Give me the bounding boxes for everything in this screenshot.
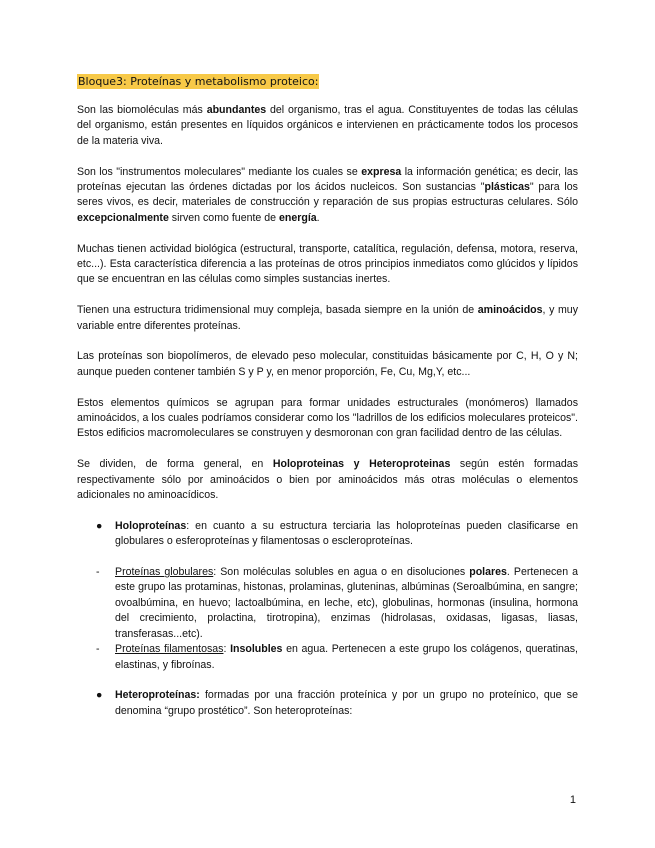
p2-bold-plasticas: plásticas: [484, 181, 530, 194]
dash-item-globulares: [77, 565, 578, 642]
p2-text-a: Son los "instrumentos moleculares" mediante los cuales se: [77, 165, 362, 178]
dash-text: [115, 565, 578, 642]
dash-text: [115, 642, 578, 673]
section-title: Bloque3: Proteínas y metabolismo proteico:: [78, 75, 319, 88]
p4-text-c: , y muy variable entre diferentes proteínas.: [77, 304, 578, 332]
p4-bold: aminoácidos: [477, 304, 543, 317]
dash-item-filamentosas: [77, 642, 578, 673]
dash1-text-b: : Son moléculas solubles en agua o en disoluciones: [213, 566, 470, 579]
dash-list: [77, 565, 578, 673]
p2-text-g: sirven como fuente de: [168, 211, 279, 224]
p7-text-a: Se dividen, de forma general, en: [77, 458, 273, 471]
dash2-bold: Insolubles: [230, 643, 283, 656]
dash-marker: -: [96, 566, 100, 579]
dash2-underlined: Proteínas filamentosas: [115, 643, 224, 656]
bullet-marker: ●: [96, 519, 103, 532]
bullet1-bold: Holoproteínas: [115, 519, 187, 532]
paragraph-5: Las proteínas son biopolímeros, de elevado peso molecular, constituidas básicamente por C, H, O y N; aunque pueden contener también S y P y, en menor proporción, Fe, Cu, Mg,Y, etc...: [77, 350, 578, 378]
p7-bold: Holoproteinas y Heteroproteinas: [272, 458, 451, 471]
p4-text-a: Tienen una estructura tridimensional muy compleja, basada siempre en la unión de: [77, 304, 478, 317]
dash1-bold: polares: [469, 566, 507, 579]
bullet2-bold: Heteroproteínas:: [115, 689, 200, 702]
p1-text-a: Son las biomoléculas más: [77, 104, 207, 116]
bullet-holoproteinas: [77, 519, 578, 550]
p7-text-c: según estén formadas respectivamente sólo por aminoácidos o bien por aminoácidos más otras moléculas o elementos adicionales no aminoacídicos.: [77, 458, 579, 502]
paragraph-2: [77, 165, 578, 227]
p2-bold-energia: energía: [278, 211, 317, 224]
p2-text-c: la información genética; es decir, las proteínas ejecutan las órdenes dictadas por los ácidos nucleicos. Son sustancias ": [77, 165, 578, 194]
bullet1-text-b: : en cuanto a su estructura terciaria las holoproteínas pueden clasificarse en globulares o esferoproteínas y filamentosas o escleroproteínas.: [115, 519, 578, 548]
p2-bold-excepcionalmente: excepcionalmente: [77, 211, 169, 224]
dash2-text-d: en agua. Pertenecen a este grupo los colágenos, queratinas, elastinas, y fibroínas.: [115, 643, 578, 671]
paragraph-7: [77, 457, 578, 503]
dash-marker: -: [96, 643, 100, 656]
p2-text-i: .: [316, 211, 320, 224]
paragraph-3: Muchas tienen actividad biológica (estructural, transporte, catalítica, regulación, defensa, motora, reserva, etc...). Esta característica diferencia a las proteínas de otros principios inmediatos como glúcidos y lípidos que se encuentran en las células como simples sustancias inertes.: [77, 242, 578, 286]
p2-text-e: " para los seres vivos, es decir, materiales de construcción y reparación de sus propias estructuras celulares. Sólo: [77, 181, 578, 209]
bullet-text: [115, 519, 578, 550]
p1-text-c: del organismo, tras el agua. Constituyentes de todas las células del organismo, están presentes en líquidos orgánicos e intervienen en prácticamente todos los procesos de la materia viva.: [77, 104, 578, 147]
dash2-text-b: :: [223, 643, 231, 656]
bullet2-text-b: formadas por una fracción proteínica y por un grupo no proteínico, que se denomina “grupo prostético”. Son heteroproteínas:: [115, 689, 578, 717]
document-page: [77, 74, 578, 735]
dash1-text-d: . Pertenecen a este grupo las protaminas, histonas, prolaminas, gluteninas, albúminas (Seroalbúmina, en sangre; ovoalbúmina, en huevo; lactoalbúmina, en leche, etc), globulinas, hormonas (insulina, hormona del crecimiento, prolactina, tirotropina), enzimas (hidrolasas, oxidasas, ligasas, liasas, transferasas...etc).: [115, 566, 579, 640]
dash1-underlined: Proteínas globulares: [115, 566, 214, 579]
p2-bold-expresa: expresa: [361, 165, 402, 178]
paragraph-4: [77, 303, 578, 334]
bullet-text: [115, 688, 578, 719]
paragraph-1: [77, 103, 578, 149]
p1-bold: abundantes: [206, 104, 267, 116]
page-number: 1: [569, 794, 576, 806]
paragraph-6: Estos elementos químicos se agrupan para formar unidades estructurales (monómeros) llamados aminoácidos, a los cuales podríamos considerar como los "ladrillos de los edificios moleculares proteicos". Estos edificios macromoleculares se construyen y desmoronan con gran facilidad dentro de las células.: [77, 396, 578, 440]
bullet-marker: ●: [96, 689, 103, 702]
bullet-heteroproteinas: [77, 688, 578, 719]
